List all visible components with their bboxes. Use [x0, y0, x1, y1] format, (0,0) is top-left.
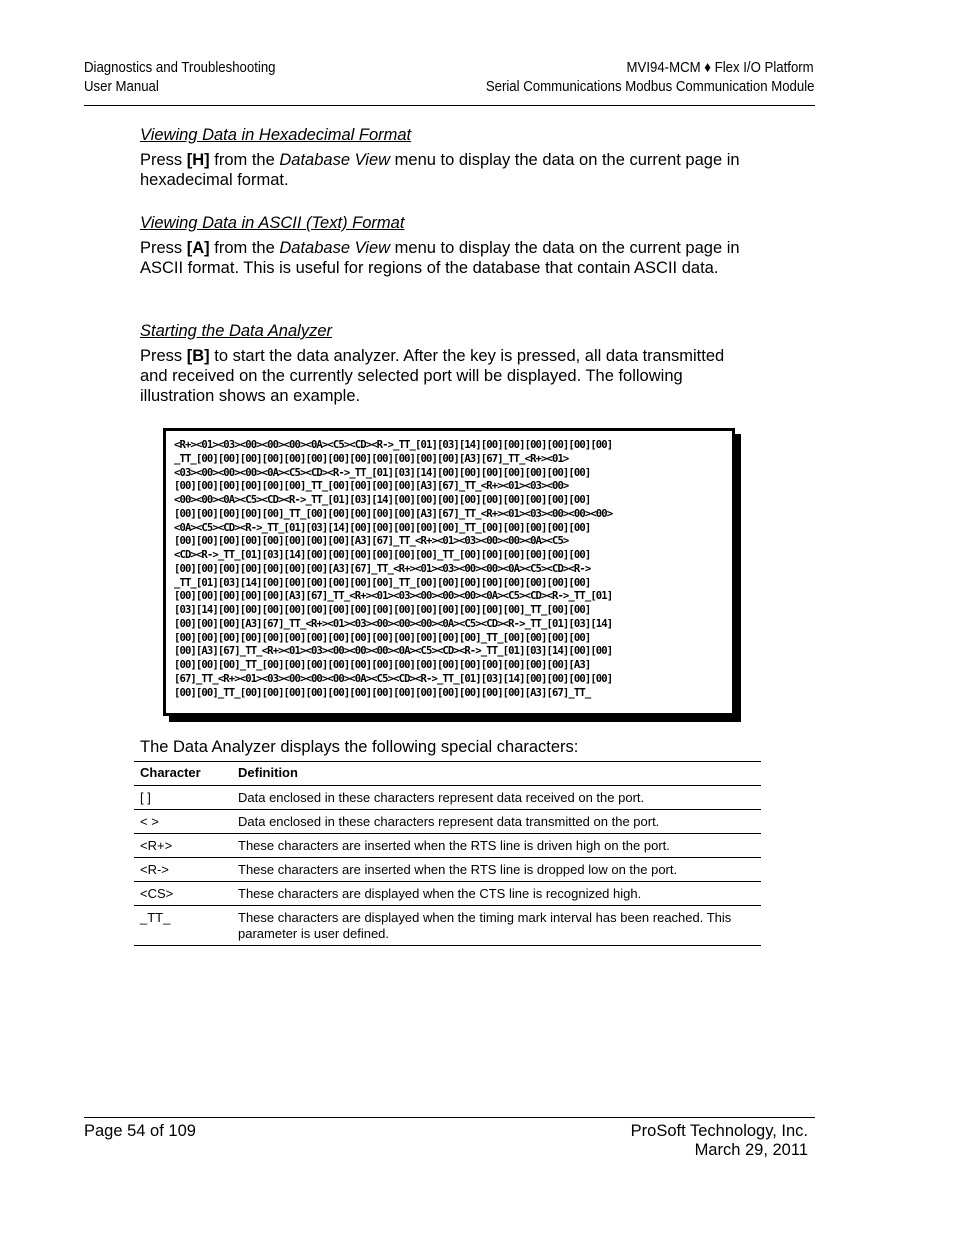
- analyzer-intro: The Data Analyzer displays the following special characters:: [140, 738, 579, 756]
- header-rule: [84, 105, 815, 106]
- footer-date: March 29, 2011: [694, 1141, 808, 1159]
- character-cell: < >: [134, 810, 232, 834]
- section-body-hex: Press [H] from the Database View menu to display the data on the current page in hexadecimal format.: [140, 151, 740, 189]
- table-row: [134, 810, 761, 834]
- definition-cell: These characters are displayed when the timing mark interval has been reached. This parameter is user defined.: [232, 906, 761, 946]
- section-body-ascii: Press [A] from the Database View menu to display the data on the current page in ASCII format. This is useful for regions of the database that contain ASCII data.: [140, 239, 740, 277]
- character-cell: <R->: [134, 858, 232, 882]
- table-row: [134, 906, 761, 946]
- definition-cell: These characters are displayed when the CTS line is recognized high.: [232, 882, 761, 906]
- definition-cell: Data enclosed in these characters represent data transmitted on the port.: [232, 810, 761, 834]
- column-header-character: Character: [134, 762, 232, 786]
- section-heading-analyzer: Starting the Data Analyzer: [140, 322, 332, 340]
- table-row: [134, 786, 761, 810]
- header-product-desc: Serial Communications Modbus Communication Module: [485, 78, 814, 95]
- column-header-definition: Definition: [232, 762, 761, 786]
- footer-company: ProSoft Technology, Inc.: [630, 1122, 808, 1140]
- section-heading-hex: Viewing Data in Hexadecimal Format: [140, 126, 412, 144]
- header-product: MVI94-MCM ♦ Flex I/O Platform: [626, 59, 814, 76]
- definition-cell: These characters are inserted when the RTS line is driven high on the port.: [232, 834, 761, 858]
- table-header-row: [134, 762, 761, 786]
- character-cell: _TT_: [134, 906, 232, 946]
- section-body-analyzer: Press [B] to start the data analyzer. After the key is pressed, all data transmitted and received on the currently selected port will be displayed. The following illustration shows an example.: [140, 347, 725, 405]
- header-section-title: Diagnostics and Troubleshooting: [84, 59, 276, 76]
- table-row: [134, 834, 761, 858]
- data-analyzer-output: <R+><01><03><00><00><00><0A><C5><CD><R->_TT_[01][03][14][00][00][00][00][00][00] _TT_[00][00][00][00][00][00][00][00][00][00][00][00][A3][67]_TT_<R+><01> <03><00><00><00><0A><C5><CD><R->_TT_[01][03][14][00][00][00][00][00][00][00] [00][00][00][00][00][00]_TT_[00][00][00][00][A3][67]_TT_<R+><01><03><00> <00><00><0A><C5><CD><R->_TT_[01][03][14][00][00][00][00][00][00][00][00][00] [00][00][00][00][00]_TT_[00][00][00][00][00][A3][67]_TT_<R+><01><03><00><00><00> <0A><C5><CD><R->_TT_[01][03][14][00][00][00][00][00]_TT_[00][00][00][00][00] [00][00][00][00][00][00][00][00][A3][67]_TT_<R+><01><03><00><00><0A><C5> <CD><R->_TT_[01][03][14][00][00][00][00][00][00]_TT_[00][00][00][00][00][00] [00][00][00][00][00][00][00][A3][67]_TT_<R+><01><03><00><00><0A><C5><CD><R-> _TT_[01][03][14][00][00][00][00][00][00]_TT_[00][00][00][00][00][00][00][00] [00][00][00][00][00][A3][67]_TT_<R+><01><03><00><00><00><0A><C5><CD><R->_TT_[01] [03][14][00][00][00][00][00][00][00][00][00][00][00][00][00][00]_TT_[00][00] [00][00][00][A3][67]_TT_<R+><01><03><00><00><00><0A><C5><CD><R->_TT_[01][03][14] [00][00][00][00][00][00][00][00][00][00][00][00][00][00]_TT_[00][00][00][00] [00][A3][67]_TT_<R+><01><03><00><00><00><0A><C5><CD><R->_TT_[01][03][14][00][00] [00][00][00]_TT_[00][00][00][00][00][00][00][00][00][00][00][00][00][00][A3] [67]_TT_<R+><01><03><00><00><00><0A><C5><CD><R->_TT_[01][03][14][00][00][00][00] [00][00]_TT_[00][00][00][00][00][00][00][00][00][00][00][00][00][A3][67]_TT_: [174, 439, 613, 699]
- definition-cell: These characters are inserted when the RTS line is dropped low on the port.: [232, 858, 761, 882]
- table-row: [134, 858, 761, 882]
- header-doc-type: User Manual: [84, 78, 159, 95]
- character-cell: <CS>: [134, 882, 232, 906]
- definition-cell: Data enclosed in these characters represent data received on the port.: [232, 786, 761, 810]
- table-row: [134, 882, 761, 906]
- page-number: Page 54 of 109: [84, 1122, 196, 1140]
- character-cell: <R+>: [134, 834, 232, 858]
- footer-rule: [84, 1117, 815, 1118]
- section-heading-ascii: Viewing Data in ASCII (Text) Format: [140, 214, 405, 232]
- special-characters-table: [134, 761, 761, 946]
- data-analyzer-screenshot: [163, 428, 735, 716]
- character-cell: [ ]: [134, 786, 232, 810]
